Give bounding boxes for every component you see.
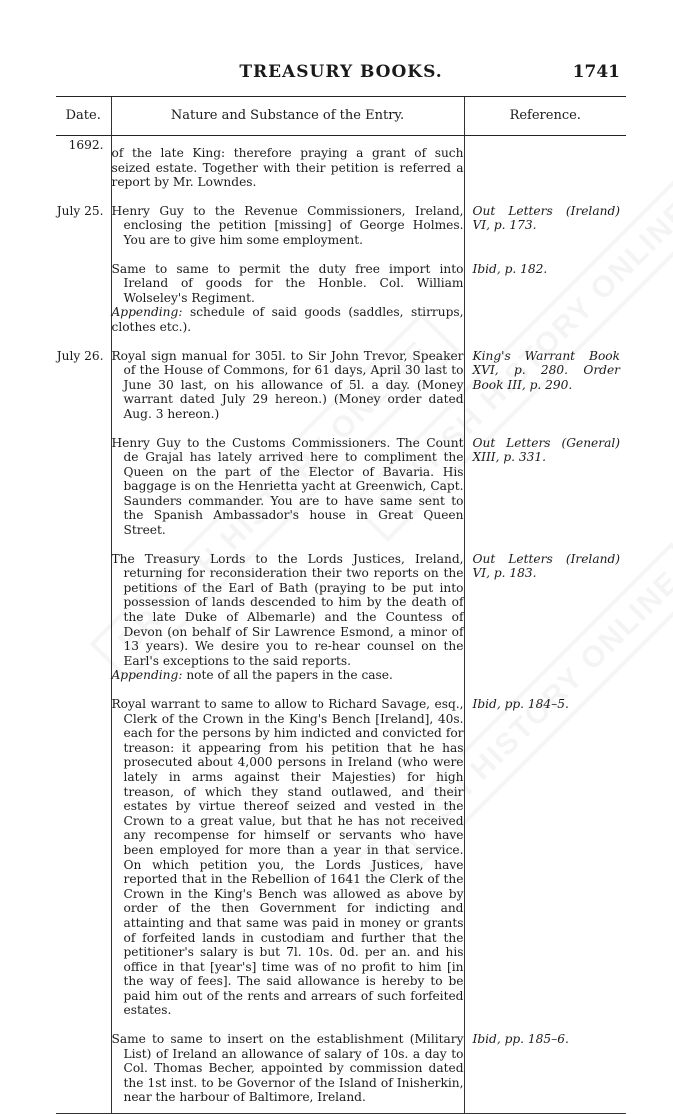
column-header-nature: Nature and Substance of the Entry. <box>111 97 464 136</box>
entry-date: 1692. <box>68 138 104 152</box>
page-number: 1741 <box>572 62 620 82</box>
appending-note <box>112 668 464 683</box>
entry-reference: Ibid, p. 182. <box>464 262 626 335</box>
entry-text <box>111 1032 464 1105</box>
entry-reference: Ibid, pp. 184–5. <box>464 697 626 1018</box>
running-title: TREASURY BOOKS. <box>239 62 443 82</box>
entry-text <box>111 436 464 538</box>
entry-paragraph: Same to same to permit the duty free import into Ireland of goods for the Honble. Col. William Wolseley's Regiment. <box>111 261 464 305</box>
page-header <box>58 62 624 88</box>
table-row <box>56 262 626 335</box>
entry-reference: Out Letters (Ireland) VI, p. 173. <box>464 204 626 248</box>
entry-date <box>56 262 111 335</box>
entry-paragraph: Henry Guy to the Customs Commissioners. The Count de Grajal has lately arrived here to compliment the Queen on the part of the Elector of Bavaria. His baggage is on the Henrietta yacht at Greenwich, Capt. Saunders commander. You are to have same sent to the Spanish Ambassador's house in Great Queen Street. <box>111 435 464 538</box>
entry-reference: King's Warrant Book XVI, p. 280. Order Book III, p. 290. <box>464 349 626 422</box>
entry-paragraph: Henry Guy to the Revenue Commissioners, Ireland, enclosing the petition [missing] of George Holmes. You are to give him some employment. <box>111 203 464 247</box>
entry-text <box>111 697 464 1018</box>
table-row <box>56 552 626 683</box>
appending-label: Appending: <box>111 305 183 320</box>
table-row <box>56 204 626 248</box>
table-row <box>56 697 626 1018</box>
entry-date <box>56 552 111 683</box>
entry-paragraph: Royal sign manual for 305l. to Sir John Trevor, Speaker of the House of Commons, for 61 days, April 30 last to June 30 last, on his allowance of 5l. a day. (Money warrant dated July 29 hereon.) (Money order dated Aug. 3 hereon.) <box>111 348 464 421</box>
appending-note <box>112 305 464 334</box>
entry-reference: Ibid, pp. 185–6. <box>464 1032 626 1105</box>
table-header-row <box>56 97 626 136</box>
entry-paragraph: Same to same to insert on the establishment (Military List) of Ireland an allowance of salary of 10s. a day to Col. Thomas Becher, appointed by commission dated the 1st inst. to be Governor of the Island of Inisherkin, near the harbour of Baltimore, Ireland. <box>111 1032 464 1105</box>
entry-paragraph: The Treasury Lords to the Lords Justices, Ireland, returning for reconsideration their two reports on the petitions of the Earl of Bath (praying to be put into possession of lands descended to him by the death of the late Duke of Albemarle) and the Countess of Devon (on behalf of Sir Lawrence Esmond, a minor of 13 years). We desire you to re-hear counsel on the Earl's exceptions to the said reports. <box>111 551 464 668</box>
entry-paragraph: Royal warrant to same to allow to Richard Savage, esq., Clerk of the Crown in the King's Bench [Ireland], 40s. each for the persons by him indicted and convicted for treason: it appearing from his petition that he has prosecuted about 4,000 persons in Ireland (who were lately in arms against their Majesties) for high treason, of which they stand outlawed, and their estates by virtue thereof seized and vested in the Crown to a great value, but that he has not received any recompense for himself or servants who have been employed for more than a year in that service. On which petition you, the Lords Justices, have reported that in the Rebellion of 1641 the Clerk of the Crown in the King's Bench was allowed as above by order of the then Government for indicting and attainting and that same was paid in money or grants of forfeited lands in custodiam and further that the petitioner's salary is but 7l. 10s. 0d. per an. and his office in that [year's] time was of no profit to him [in the way of fees]. The said allowance is hereby to be paid him out of the rents and arrears of such forfeited estates. <box>111 697 464 1018</box>
table-row <box>56 136 626 190</box>
appending-label: Appending: <box>111 668 183 683</box>
entry-reference: Out Letters (General) XIII, p. 331. <box>464 436 626 538</box>
entry-text <box>111 552 464 683</box>
entry-text <box>111 262 464 335</box>
entry-text <box>111 349 464 422</box>
entry-text <box>111 204 464 248</box>
entry-date <box>56 436 111 538</box>
appending-text: note of all the papers in the case. <box>186 668 393 683</box>
entry-reference <box>464 136 626 190</box>
table-row <box>56 349 626 422</box>
table-row <box>56 436 626 538</box>
column-header-date: Date. <box>56 97 111 136</box>
entry-date: July 26. <box>56 348 104 363</box>
entry-table <box>56 96 626 1114</box>
entry-date <box>56 697 111 1018</box>
appending-text: schedule of said goods (saddles, stirrups, clothes etc.). <box>111 305 464 334</box>
entry-paragraph: of the late King: therefore praying a grant of such seized estate. Together with their petition is referred a report by Mr. Lowndes. <box>111 146 464 190</box>
entry-text <box>111 136 464 190</box>
entry-date: July 25. <box>56 203 104 218</box>
column-header-reference: Reference. <box>464 97 626 136</box>
table-row <box>56 1032 626 1105</box>
entry-reference: Out Letters (Ireland) VI, p. 183. <box>464 552 626 683</box>
entry-date <box>56 1032 111 1105</box>
